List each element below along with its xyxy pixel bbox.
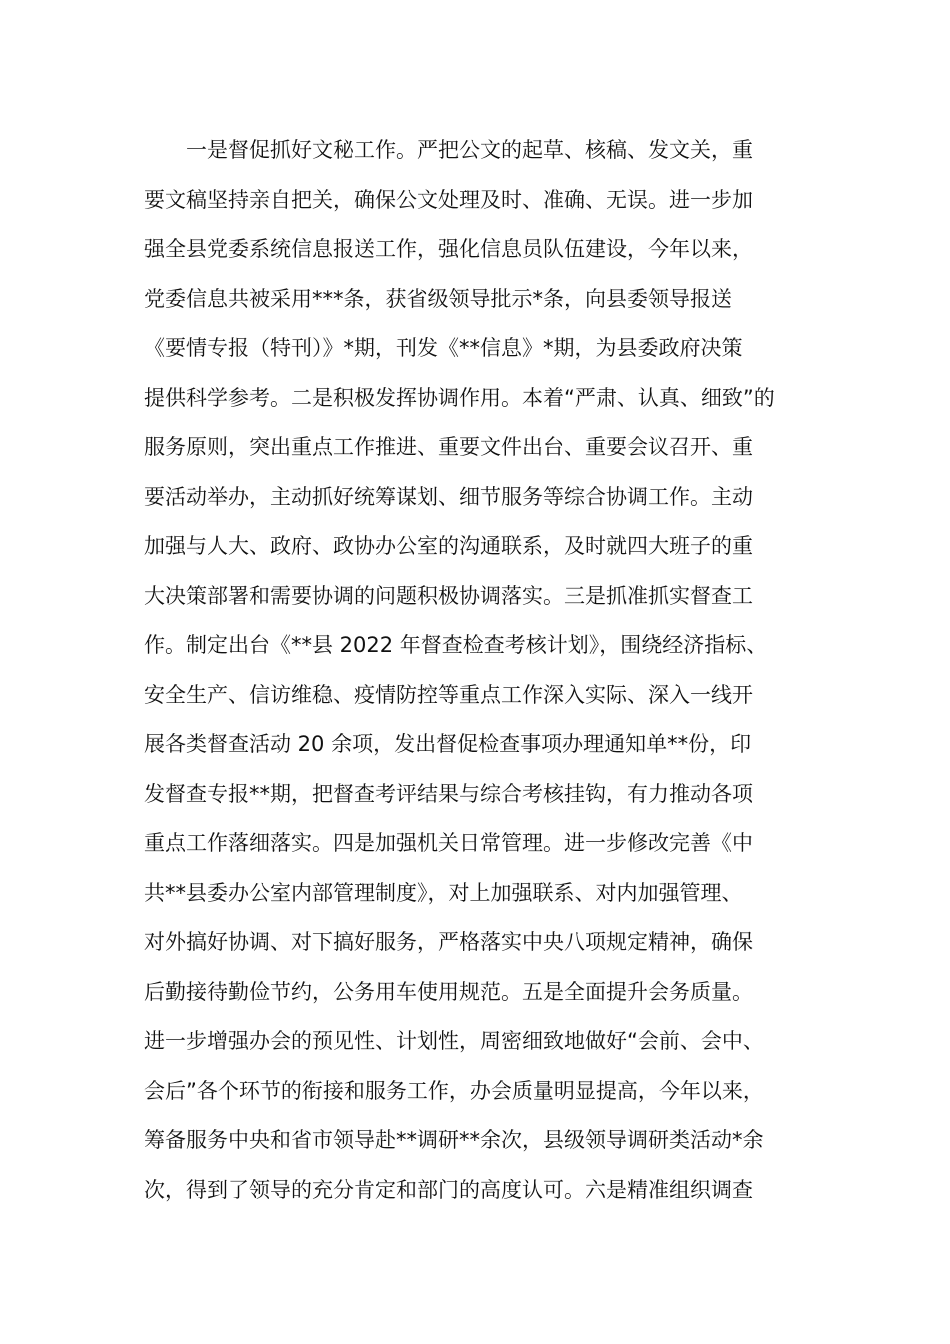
text-line-10: 大决策部署和需要协调的问题积极协调落实。三是抓准抓实督查工 — [144, 583, 753, 608]
text-line-7: 服务原则，突出重点工作推进、重要文件出台、重要会议召开、重 — [144, 435, 753, 459]
text-line-22: 次，得到了领导的充分肯定和部门的高度认可。六是精准组织调查 — [144, 1177, 753, 1202]
text-line-16: 共**县委办公室内部管理制度》，对上加强联系、对内加强管理、 — [144, 880, 743, 905]
body-paragraph — [144, 126, 824, 1215]
text-line-14: 发督查专报**期，把督查考评结果与综合考核挂钩，有力推动各项 — [144, 781, 753, 806]
text-line-3: 强全县党委系统信息报送工作，强化信息员队伍建设，今年以来， — [144, 237, 753, 261]
text-line-18: 后勤接待勤俭节约，公务用车使用规范。五是全面提升会务质量。 — [144, 979, 753, 1004]
text-line-13: 展各类督查活动 20 余项，发出督促检查事项办理通知单**份，印 — [144, 732, 752, 756]
text-line-6: 提供科学参考。二是积极发挥协调作用。本着“严肃、认真、细致”的 — [144, 385, 775, 410]
text-line-15: 重点工作落细落实。四是加强机关日常管理。进一步修改完善《中 — [144, 831, 753, 855]
text-line-9: 加强与人大、政府、政协办公室的沟通联系，及时就四大班子的重 — [144, 534, 753, 558]
text-line-4: 党委信息共被采用***条，获省级领导批示*条，向县委领导报送 — [144, 286, 732, 311]
text-line-12: 安全生产、信访维稳、疫情防控等重点工作深入实际、深入一线开 — [144, 682, 753, 707]
text-line-1: 一是督促抓好文秘工作。严把公文的起草、核稿、发文关，重 — [144, 138, 753, 162]
text-line-5: 《要情专报（特刊）》*期，刊发《**信息》*期，为县委政府决策 — [144, 336, 743, 360]
text-line-19: 进一步增强办会的预见性、计划性，周密细致地做好“会前、会中、 — [144, 1029, 764, 1053]
text-line-21: 筹备服务中央和省市领导赴**调研**余次，县级领导调研类活动*余 — [144, 1128, 764, 1152]
text-line-17: 对外搞好协调、对下搞好服务，严格落实中央八项规定精神，确保 — [144, 930, 753, 954]
text-line-20: 会后”各个环节的衔接和服务工作，办会质量明显提高，今年以来， — [144, 1078, 764, 1103]
text-line-8: 要活动举办，主动抓好统筹谋划、细节服务等综合协调工作。主动 — [144, 484, 753, 509]
text-line-11: 作。制定出台《**县 2022 年督查检查考核计划》，围绕经济指标、 — [144, 633, 768, 657]
text-line-2: 要文稿坚持亲自把关，确保公文处理及时、准确、无误。进一步加 — [144, 187, 753, 212]
